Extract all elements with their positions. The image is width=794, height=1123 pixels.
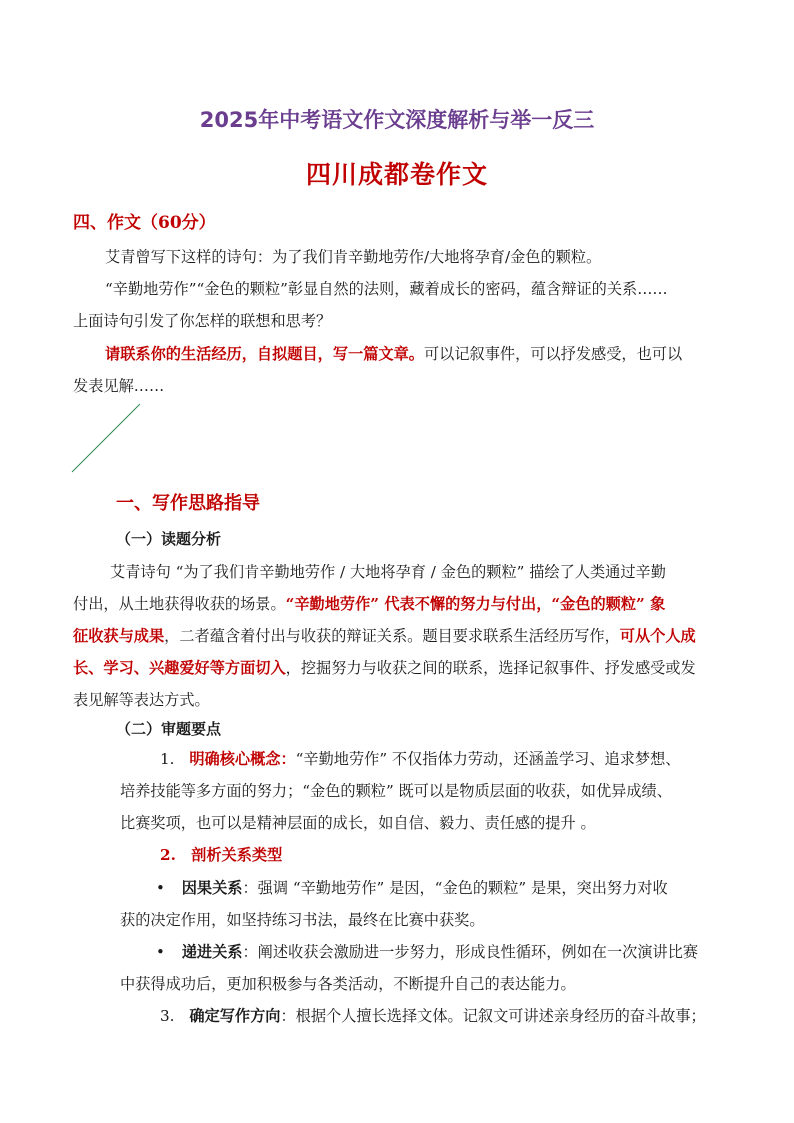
bullet-dot-icon: • xyxy=(156,879,165,897)
analysis-line-3a: 征收获与成果 xyxy=(73,627,165,645)
point-1-line-2: 培养技能等多方面的努力；“金色的颗粒” 既可以是物质层面的收获，如优异成绩、 xyxy=(120,782,672,800)
point-2-number: 2. xyxy=(160,846,176,864)
bullet-progressive-text-1: ：阐述收获会激励进一步努力，形成良性循环，例如在一次演讲比赛 xyxy=(242,943,699,961)
analysis-line-3b: ，二者蕴含着付出与收获的辩证关系。题目要求联系生活经历写作， xyxy=(164,627,620,645)
analysis-line-2b: “辛勤地劳作” 代表不懈的努力与付出，“金色的颗粒” 象 xyxy=(285,595,666,613)
point-2-line xyxy=(160,844,282,865)
point-1-number: 1. xyxy=(160,750,175,768)
bullet-progressive-line-2: 中获得成功后，更加积极参与各类活动，不断提升自己的表达能力。 xyxy=(120,975,576,993)
subheading-reading-analysis: （一）读题分析 xyxy=(116,530,222,548)
analysis-line-4 xyxy=(73,657,696,678)
bullet-causal-text-1: ：强调 “辛勤地劳作” 是因，“金色的颗粒” 是果，突出努力对收 xyxy=(242,879,668,897)
analysis-line-3 xyxy=(73,625,696,646)
analysis-line-2 xyxy=(73,593,665,614)
analysis-line-3c: 可从个人成 xyxy=(619,627,696,645)
point-1-label: 明确核心概念： xyxy=(189,750,296,768)
analysis-line-4b: ，挖掘努力与收获之间的联系，选择记叙事件、抒发感受或发 xyxy=(285,659,696,677)
analysis-line-2a: 付出，从土地获得收获的场景。 xyxy=(73,595,286,613)
bullet-progressive-line-1 xyxy=(156,941,698,962)
analysis-line-1: 艾青诗句 “为了我们肯辛勤地劳作 / 大地将孕育 / 金色的颗粒” 描绘了人类通过辛勤 xyxy=(110,563,666,581)
document-title: 2025年中考语文作文深度解析与举一反三 xyxy=(199,108,595,132)
prompt-line-3: 上面诗句引发了你怎样的联想和思考？ xyxy=(73,312,332,330)
bullet-dot-icon: • xyxy=(156,943,165,961)
point-1-line-3: 比赛奖项，也可以是精神层面的成长，如自信、毅力、责任感的提升 。 xyxy=(120,814,596,832)
diagonal-divider xyxy=(70,402,142,474)
point-1-text-1: “辛勤地劳作” 不仅指体力劳动，还涵盖学习、追求梦想、 xyxy=(295,750,681,768)
analysis-line-4a: 长、学习、兴趣爱好等方面切入 xyxy=(73,659,286,677)
prompt-line-5: 发表见解…… xyxy=(73,377,165,395)
bullet-causal-label: 因果关系 xyxy=(181,879,243,897)
point-3-number: 3. xyxy=(160,1007,175,1025)
analysis-line-5: 表见解等表达方式。 xyxy=(73,691,210,709)
bullet-progressive-label: 递进关系 xyxy=(181,943,243,961)
subheading-key-points: （二）审题要点 xyxy=(116,720,222,738)
point-3-text-1: ：根据个人擅长选择文体。记叙文可讲述亲身经历的奋斗故事； xyxy=(280,1007,706,1025)
point-3-label: 确定写作方向 xyxy=(189,1007,281,1025)
section-heading-composition: 四、作文（60分） xyxy=(73,213,216,233)
prompt-line-4 xyxy=(105,343,760,364)
bullet-causal-line-1 xyxy=(156,877,668,898)
prompt-instruction: 请联系你的生活经历，自拟题目，写一篇文章。 xyxy=(105,345,424,363)
prompt-line-2: “辛勤地劳作”“金色的颗粒”彰显自然的法则，藏着成长的密码，蕴含辩证的关系…… xyxy=(105,280,668,298)
point-2-label: 剖析关系类型 xyxy=(191,846,283,864)
document-subtitle: 四川成都卷作文 xyxy=(305,160,488,189)
prompt-line-1: 艾青曾写下这样的诗句：为了我们肯辛勤地劳作/大地将孕育/金色的颗粒。 xyxy=(105,248,602,266)
prompt-line-4-rest: 可以记叙事件，可以抒发感受，也可以 xyxy=(423,345,683,363)
point-1-line-1 xyxy=(160,748,681,769)
bullet-causal-line-2: 获的决定作用，如坚持练习书法，最终在比赛中获奖。 xyxy=(120,911,485,929)
point-3-line-1 xyxy=(160,1005,706,1026)
guide-heading: 一、写作思路指导 xyxy=(116,493,260,514)
